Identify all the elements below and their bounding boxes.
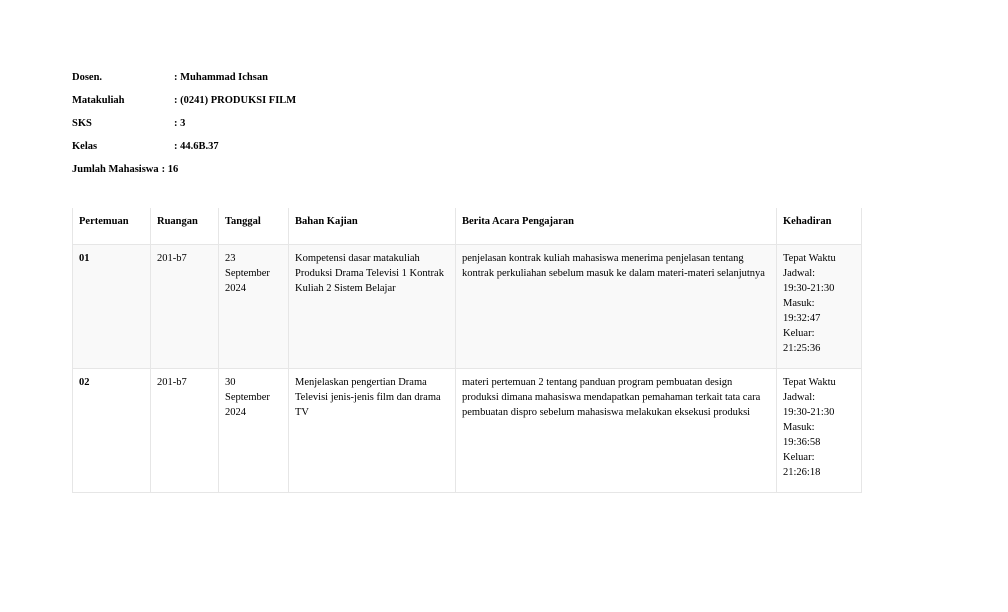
kehadiran-masuk: 19:36:58 [783,437,821,448]
header-bahan-kajian: Bahan Kajian [289,208,456,245]
kehadiran-jadwal: 19:30-21:30 [783,283,835,294]
cell-ruangan: 201-b7 [151,245,219,369]
kehadiran-jadwal: 19:30-21:30 [783,407,835,418]
cell-kehadiran [777,369,862,493]
matakuliah-label: Matakuliah [72,95,125,106]
kehadiran-status: Tepat Waktu [783,377,836,388]
kehadiran-keluar: 21:25:36 [783,343,821,354]
table-row [73,245,862,369]
jumlah-label: Jumlah Mahasiswa [72,164,159,175]
kelas-value: : 44.6B.37 [174,141,219,152]
kehadiran-keluar-label: Keluar: [783,328,815,339]
sks-value: : 3 [174,118,186,129]
attendance-table [72,208,862,493]
kelas-label: Kelas [72,141,98,152]
cell-tanggal: 30 September 2024 [219,369,289,493]
dosen-value: : Muhammad Ichsan [174,72,268,83]
kehadiran-masuk-label: Masuk: [783,422,815,433]
kehadiran-keluar-label: Keluar: [783,452,815,463]
jumlah-value: : 16 [161,164,179,175]
cell-tanggal: 23 September 2024 [219,245,289,369]
kehadiran-jadwal-label: Jadwal: [783,392,816,403]
cell-pertemuan: 02 [73,369,151,493]
dosen-label: Dosen. [72,72,103,83]
cell-bahan-kajian: Menjelaskan pengertian Drama Televisi jenis-jenis film dan drama TV [289,369,456,493]
table-header-row [73,208,862,245]
cell-ruangan: 201-b7 [151,369,219,493]
header-kehadiran: Kehadiran [777,208,862,245]
sks-label: SKS [72,118,92,129]
info-row-sks [72,116,296,139]
header-berita-acara: Berita Acara Pengajaran [456,208,777,245]
matakuliah-value: : (0241) PRODUKSI FILM [174,95,297,106]
header-pertemuan: Pertemuan [73,208,151,245]
kehadiran-jadwal-label: Jadwal: [783,268,816,279]
info-row-jumlah [72,162,296,185]
attendance-table-wrapper [72,208,861,493]
kehadiran-masuk-label: Masuk: [783,298,815,309]
info-row-dosen [72,70,296,93]
kehadiran-masuk: 19:32:47 [783,313,821,324]
info-row-kelas [72,139,296,162]
info-row-matakuliah [72,93,296,116]
cell-berita-acara: materi pertemuan 2 tentang panduan program pembuatan design produksi dimana mahasiswa mendapatkan pemahaman terkait tata cara pembuatan dispro sebelum mahasiswa melakukan eksekusi produksi [456,369,777,493]
cell-bahan-kajian: Kompetensi dasar matakuliah Produksi Drama Televisi 1 Kontrak Kuliah 2 Sistem Belajar [289,245,456,369]
cell-kehadiran [777,245,862,369]
header-ruangan: Ruangan [151,208,219,245]
cell-berita-acara: penjelasan kontrak kuliah mahasiswa menerima penjelasan tentang kontrak perkuliahan sebelum masuk ke dalam materi-materi selanjutnya [456,245,777,369]
course-info [72,70,296,185]
table-row [73,369,862,493]
cell-pertemuan: 01 [73,245,151,369]
header-tanggal: Tanggal [219,208,289,245]
kehadiran-keluar: 21:26:18 [783,467,821,478]
kehadiran-status: Tepat Waktu [783,253,836,264]
